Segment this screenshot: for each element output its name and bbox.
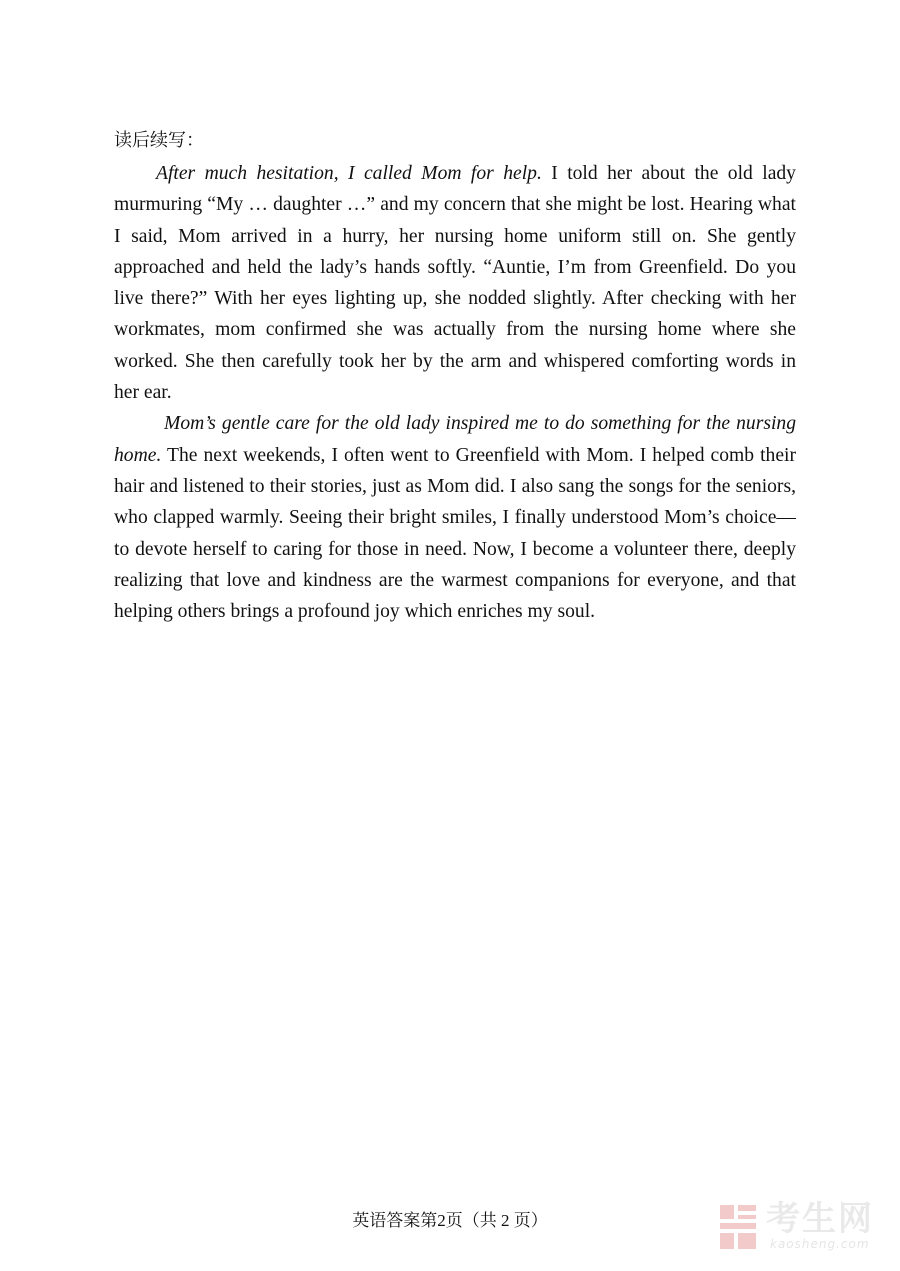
page-footer: 英语答案第2页（共 2 页）	[352, 1211, 548, 1230]
answer-body	[114, 158, 796, 627]
watermark-logo-icon	[718, 1203, 758, 1251]
paragraph-1-text: I told her about the old lady murmuring “My … daughter …” and my concern that she might be lost. Hearing what I said, Mom arrived in a hurry, her nursing home uniform still on. She gently approached and held the lady’s hands softly. “Auntie, I’m from Greenfield. Do you live there?” With her eyes lighting up, she nodded slightly. After checking with her workmates, mom confirmed she was actually from the nursing home where she worked. She then carefully took her by the arm and whispered comforting words in her ear.	[114, 163, 796, 404]
section-heading: 读后续写：	[114, 130, 204, 151]
paragraph-1-lead: After much hesitation, I called Mom for help.	[156, 163, 542, 184]
watermark-name: 考生网	[766, 1199, 874, 1239]
paragraph-2-lead: Mom’s gentle care for the old lady inspired me to do something for the nursing home.	[114, 413, 796, 466]
paragraph-1	[114, 158, 796, 408]
paragraph-2	[114, 408, 796, 627]
watermark-url: kaosheng.com	[770, 1237, 870, 1251]
watermark	[718, 1199, 888, 1255]
paragraph-2-text: The next weekends, I often went to Greenfield with Mom. I helped comb their hair and listened to their stories, just as Mom did. I also sang the songs for the seniors, who clapped warmly. Seeing their bright smiles, I finally understood Mom’s choice—to devote herself to caring for those in need. Now, I become a volunteer there, deeply realizing that love and kindness are the warmest companions for everyone, and that helping others brings a profound joy which enriches my soul.	[114, 444, 796, 623]
